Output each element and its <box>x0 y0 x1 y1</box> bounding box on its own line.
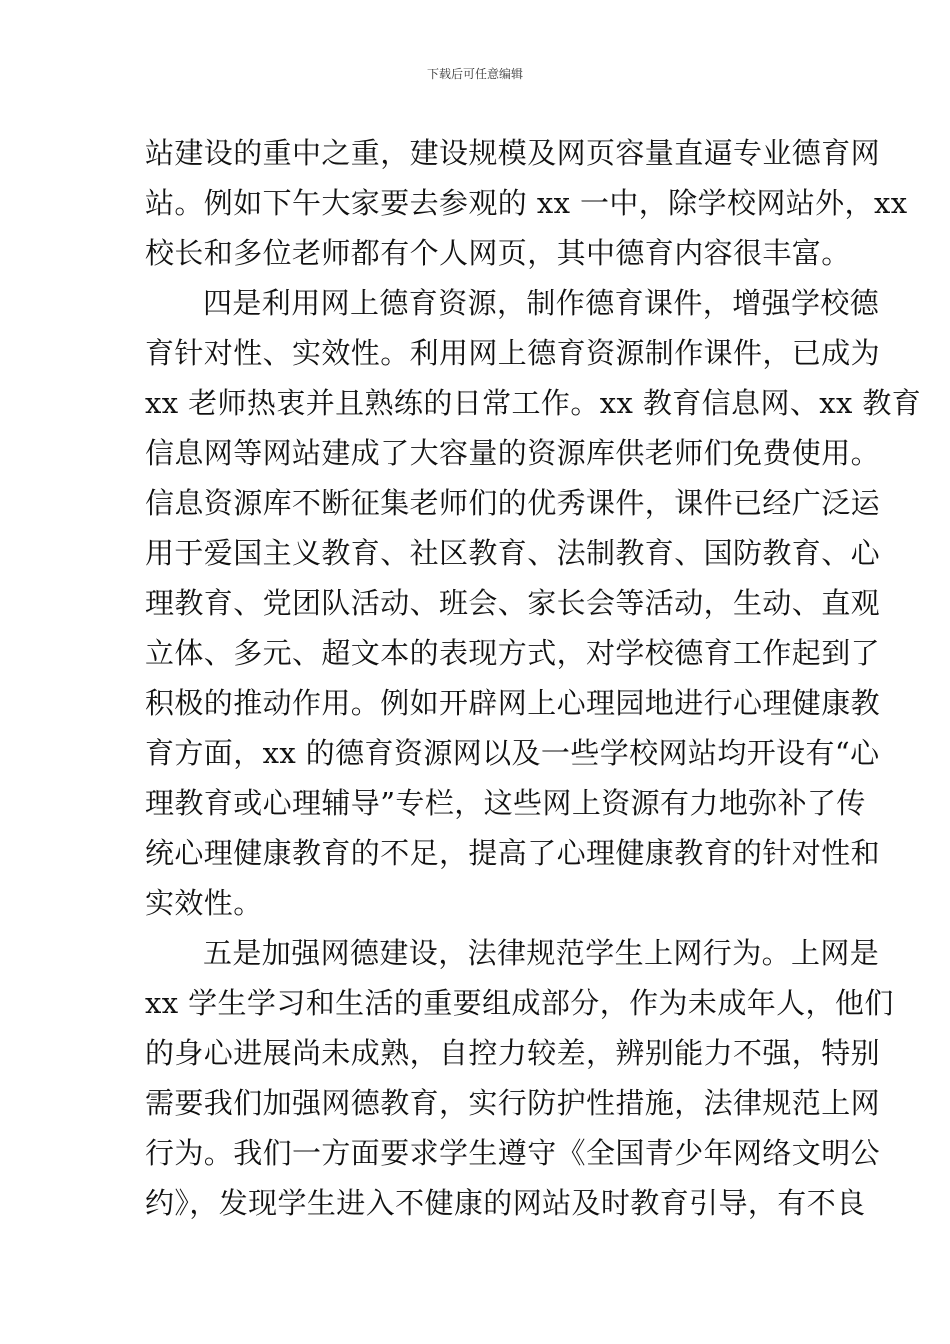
page-header: 下载后可任意编辑 <box>426 67 523 81</box>
text-line: 积极的推动作用。例如开辟网上心理园地进行心理健康教 <box>145 686 881 720</box>
text-line: 信息资源库不断征集老师们的优秀课件，课件已经广泛运 <box>145 486 881 520</box>
text-line: 实效性。 <box>145 886 263 920</box>
text-line: 信息网等网站建成了大容量的资源库供老师们免费使用。 <box>145 436 881 470</box>
paragraph-start-line: 五是加强网德建设，法律规范学生上网行为。上网是 <box>203 936 880 970</box>
text-line: 约》，发现学生进入不健康的网站及时教育引导，有不良 <box>145 1186 866 1220</box>
text-line: xx 老师热衷并且熟练的日常工作。xx 教育信息网、xx 教育 <box>145 386 922 420</box>
text-line: 站建设的重中之重，建设规模及网页容量直逼专业德育网 <box>145 136 881 170</box>
body-text <box>145 128 922 1228</box>
text-line: 校长和多位老师都有个人网页，其中德育内容很丰富。 <box>145 236 851 270</box>
text-line: 立体、多元、超文本的表现方式，对学校德育工作起到了 <box>145 636 881 670</box>
text-line: 统心理健康教育的不足，提高了心理健康教育的针对性和 <box>145 836 881 870</box>
text-line: 行为。我们一方面要求学生遵守《全国青少年网络文明公 <box>145 1136 881 1170</box>
text-line: 理教育、党团队活动、班会、家长会等活动，生动、直观 <box>145 586 881 620</box>
text-line: 育针对性、实效性。利用网上德育资源制作课件，已成为 <box>145 336 881 370</box>
text-line: 育方面，xx 的德育资源网以及一些学校网站均开设有“心 <box>145 736 880 770</box>
text-line: 的身心进展尚未成熟，自控力较差，辨别能力不强，特别 <box>145 1036 881 1070</box>
text-line: 理教育或心理辅导”专栏，这些网上资源有力地弥补了传 <box>145 786 866 820</box>
text-line: 用于爱国主义教育、社区教育、法制教育、国防教育、心 <box>145 536 881 570</box>
text-line: 需要我们加强网德教育，实行防护性措施，法律规范上网 <box>145 1086 881 1120</box>
text-line: xx 学生学习和生活的重要组成部分，作为未成年人，他们 <box>145 986 894 1020</box>
paragraph-start-line: 四是利用网上德育资源，制作德育课件，增强学校德 <box>203 286 880 320</box>
text-line: 站。例如下午大家要去参观的 xx 一中，除学校网站外，xx <box>145 186 908 220</box>
